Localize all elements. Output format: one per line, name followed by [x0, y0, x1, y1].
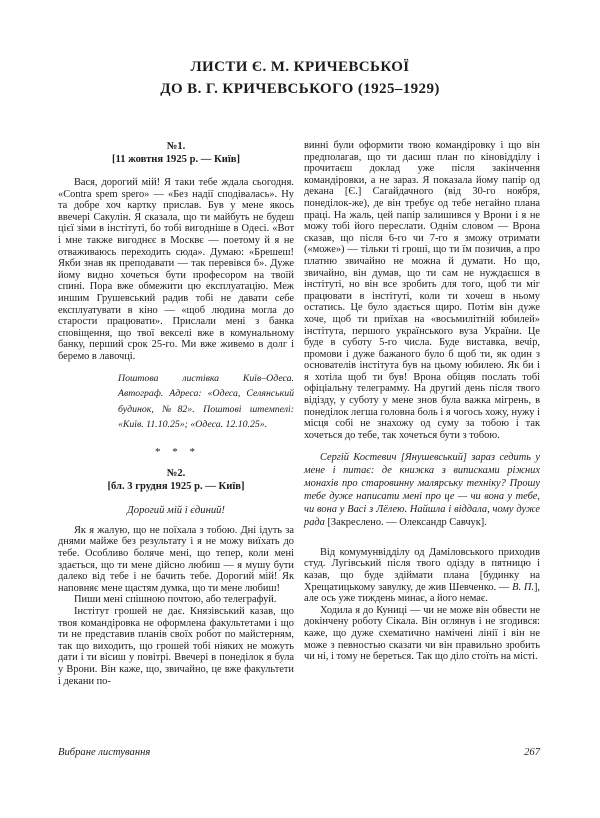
- letter-2-salutation: Дорогий мій і єдиний!: [127, 504, 225, 516]
- letter-2-paragraph-3-continued: винні були оформити твою командіровку і що він предполагав, що ти дасиш план по кіновідділу і прочитаєш доклад уже після закінчення командіровки, а не зараз. Я показала йому папір од декана [Є.] Сагайдачного (від 30-го ноября, понеділок-же), де він требує од тебе негайно плана праці. На жаль, цей папір залишився у Врони і я не можу тобі його переслати. Однім словом — Врона сказав, що після 6-го чи 7-го я зможу отримати («може») — тільки ті гроші, що ти їм позичив, а про платню звичайно не можна й думати. Но що, звичайно, він думав, що ти сам не нуждаєшся в інстітуті, но він все зробить для того, щоб ти міг працювати в інстітуті, коли ти хочеш в ньому остатись. Це було здається щиро. Потім він дуже хоче, щоб ти приїхав на «восьмилітній юбилей» інстітута, першого українського вуза України. Це буде в суботу 5-го числа. Буде виставка, вечір, промови і дуже бажаного було б щоб ти, як один з основателів інстітута був на цьому юбилею. Як би і я хотіла щоб ти був! Врона обіцяв послать тобі офіціальну телеграмму. На другий день після твого відізду, у суботу у мене знов була важка мігрень, в понеділок легша головна боль і я чогось хожу, нужу і місця собі не знахожу од суму за тобою і так хочеться до тебе, так хочеться бути з тобою.: [304, 140, 540, 441]
- running-title: Вибране листування: [58, 747, 151, 758]
- kostevych-italic-text: Сергій Костевич [Янушевський] зараз седить у мене і питає: де книжка з виписками ріжних монахів про старовинну малярську техніку? Прошу тебе дуже написати мені про це — чи вона у тебе, чи вона у Васі з Лёлею. Найшла і віддала, чому дуже рада: [304, 452, 540, 528]
- letter-1-dateline: [11 жовтня 1925 р. — Київ]: [111, 154, 241, 165]
- letter-2-paragraph-kunytsia: Ходила я до Куниці — чи не може він обвести не докінчену роботу Сікала. Він оглянув і не згодився: каже, що дуже схематично намічені лінії і він не може з певностью сказати чи він правильно зробить чи ні, і тому не береться. Так що діло стоїть на місті.: [304, 604, 540, 663]
- page-title-line2: ДО В. Г. КРИЧЕВСЬКОГО (1925–1929): [160, 81, 440, 97]
- two-column-text: [58, 140, 540, 687]
- letter-2-number: №2.: [166, 467, 186, 479]
- letter-2-kostevych-note: [304, 452, 540, 529]
- letter-1-number: №1.: [166, 141, 186, 152]
- shevchenko-text-part1: Від комумунвідділу од Даміловського приходив студ. Лугівський після твого одізду в пятницю і казав, що буде здіймати плана [будинку на Хрещатицькому завулку, де жив Шевченко. —: [304, 546, 540, 593]
- page-number: 267: [524, 747, 540, 758]
- right-column: [304, 140, 540, 687]
- section-separator: * * *: [155, 445, 197, 458]
- letter-2-paragraph-2: Пиши мені спішною почтою, або телеграфуй.: [74, 594, 277, 606]
- page-title-line1: ЛИСТИ Є. М. КРИЧЕВСЬКОЇ: [190, 59, 410, 75]
- letter-1-body: Вася, дорогий мій! Я таки тебе ждала сьогодня. «Contra spem spero» — «Без надії сподівалась». Ну та добре хоч картку прислав. Був у мене якось ввечері Сакулін. Я сказала, що ти майбуть не будеш цієї зіми в інстітуті, бо тобі вигодніше в Одесі. «Вот і мне также вигоднєє в Москвє — поетому й я не отваживаюсь переходить сюда». Думаю: «Брешеш! Якби знав як преподавати — так перевівся б». Дуже йому видно хочеться бути професором на твоїй спині. Пора вже обмежити цю експлуатацію. Меж иншим Грушевський радив тобі не давати себе експлуатувати в кіно — «щоб людина могла до старости працювати». Прислали мені з банка сповіщення, що твої векселі вже в комунальному банку, перший срок 25-го. Ми вже живемо в долг і беремо в лавочці.: [58, 177, 294, 362]
- page-footer: [58, 747, 540, 758]
- kostevych-editor-remark: [Закреслено. — Олександр Савчук].: [327, 516, 487, 528]
- letter-2-dateline: [бл. 3 грудня 1925 р. — Київ]: [107, 480, 245, 492]
- letter-1-provenance-note: Поштова листівка Київ–Одеса. Автограф. Адреса: «Одеса, Селянський будинок, №82». Поштові штемпелі: «Київ. 11.10.25»; «Одеса. 12.10.25».: [118, 372, 294, 431]
- letter-2-section: [58, 467, 294, 687]
- letter-1-section: [58, 140, 294, 433]
- editor-initials: В. П.: [512, 581, 534, 593]
- left-column: [58, 140, 294, 687]
- letter-2-paragraph-1: Як я жалую, що не поїхала з тобою. Дні ідуть за днями майже без результату і я не можу виїхать до тебе. Особливо боляче мені, що тепер, коли мені здається, що ти мене дійсно любиш — я мушу бути далеко від тебе і не бачить тебе. Дорогий мій! Як наповняє мене щастям думка, що ти мене любиш!: [58, 524, 294, 594]
- letter-2-paragraph-3-left: Інстітут грошей не дає. Князівський казав, що твоя командіровка не оформлена факультетами і що ти не представив планів своїх робот по майстерням, так що виходить, що грошей тобі ніяких не можуть дати і ти вісиш у повітрі. Ввечері в понеділок я була у Врони. Він каже, що, звичайно, це вже факультети і декани по-: [58, 606, 294, 687]
- page-title: [0, 56, 600, 100]
- shevchenko-text-part2: ], але ось уже тиждень минає, а його немає.: [304, 581, 540, 605]
- letter-2-paragraph-shevchenko: [304, 547, 540, 605]
